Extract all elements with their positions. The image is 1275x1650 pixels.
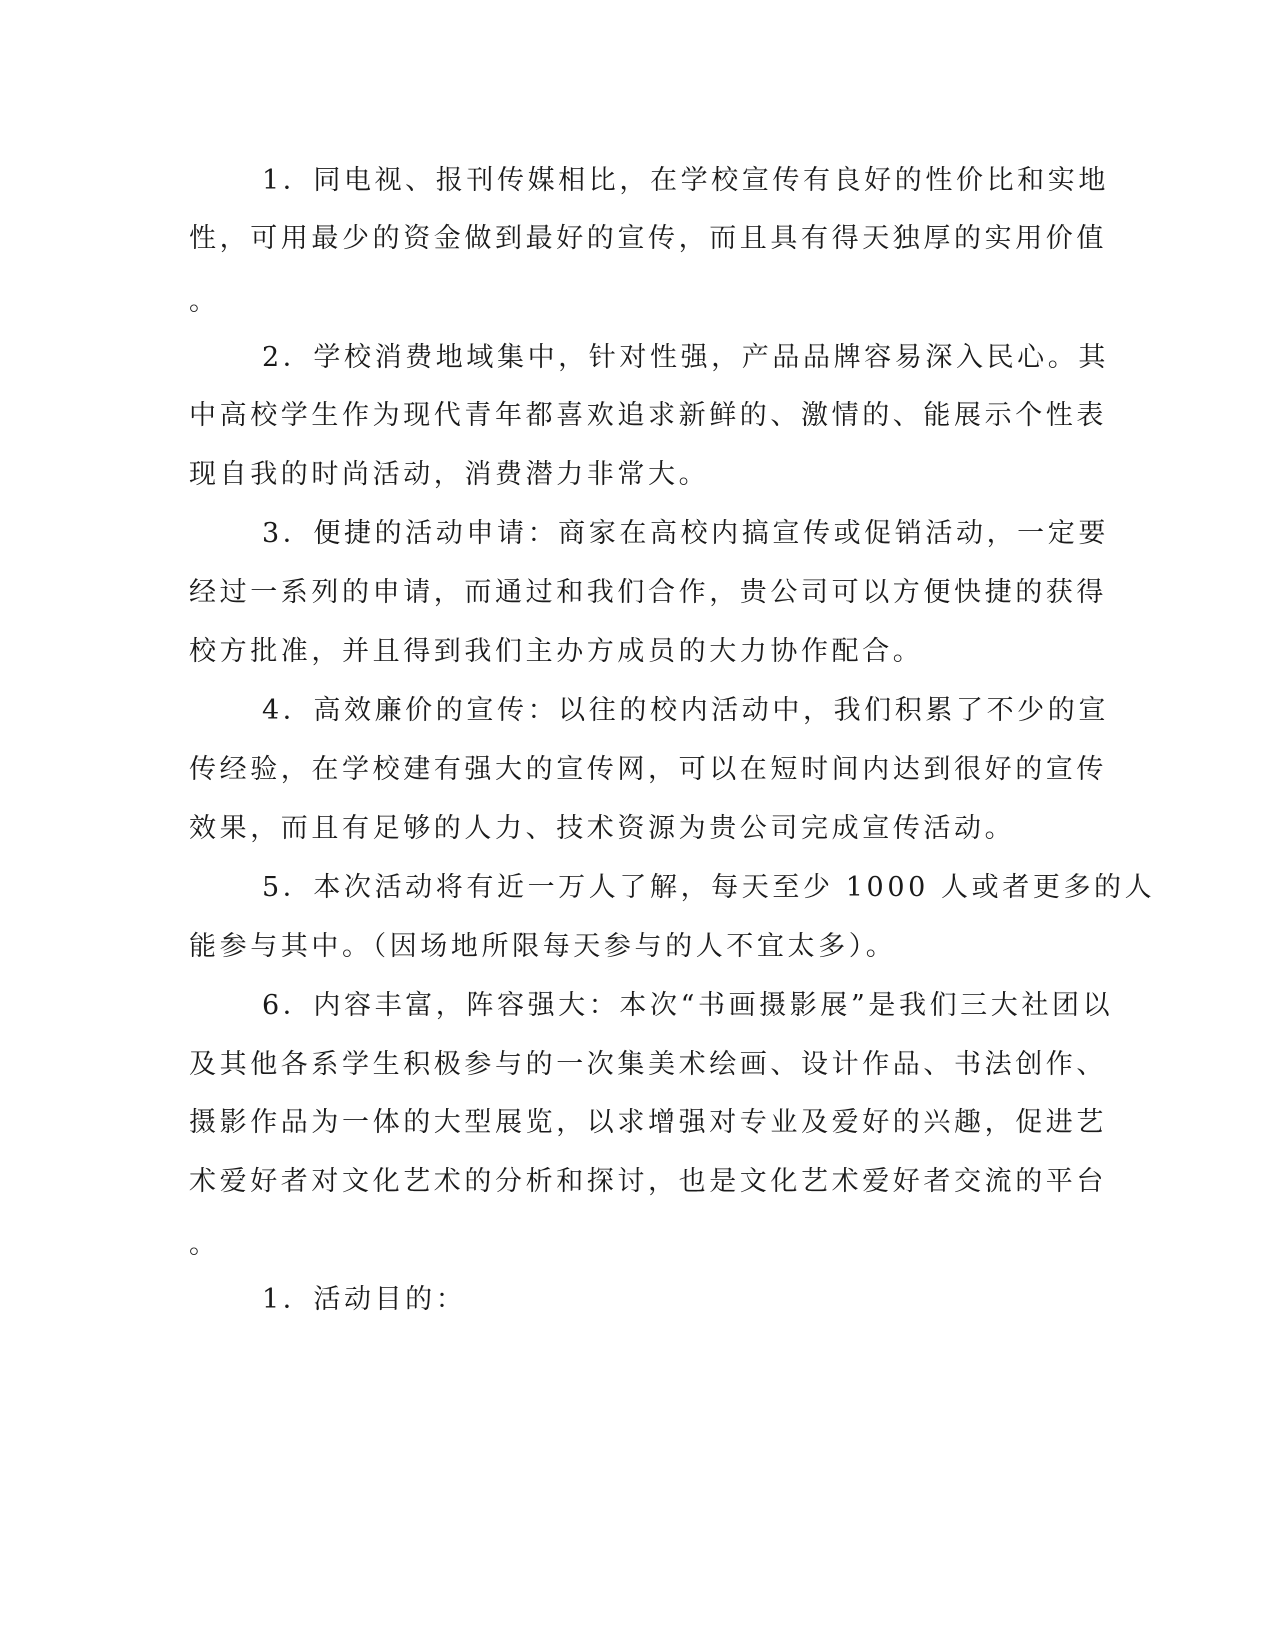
text-line: 术爱好者对文化艺术的分析和探讨，也是文化艺术爱好者交流的平台 — [189, 1166, 1107, 1197]
text-line: 传经验，在学校建有强大的宣传网，可以在短时间内达到很好的宣传 — [189, 754, 1107, 785]
text-line: 。 — [189, 1229, 220, 1260]
text-line: 现自我的时尚活动，消费潜力非常大。 — [189, 459, 710, 490]
text-line: 经过一系列的申请，而通过和我们合作，贵公司可以方便快捷的获得 — [189, 577, 1107, 608]
text-line: 中高校学生作为现代青年都喜欢追求新鲜的、激情的、能展示个性表 — [189, 400, 1107, 431]
section-heading: 1．活动目的： — [262, 1284, 467, 1315]
text-line: 5．本次活动将有近一万人了解，每天至少 1000 人或者更多的人 — [262, 872, 1156, 903]
text-line: 摄影作品为一体的大型展览，以求增强对专业及爱好的兴趣，促进艺 — [189, 1107, 1107, 1138]
text-line: 3．便捷的活动申请：商家在高校内搞宣传或促销活动，一定要 — [262, 518, 1109, 549]
text-line: 1．同电视、报刊传媒相比，在学校宣传有良好的性价比和实地 — [262, 165, 1109, 196]
text-line: 性，可用最少的资金做到最好的宣传，而且具有得天独厚的实用价值 — [189, 223, 1107, 254]
text-line: 效果，而且有足够的人力、技术资源为贵公司完成宣传活动。 — [189, 813, 1016, 844]
text-line: 能参与其中。（因场地所限每天参与的人不宜太多）。 — [189, 931, 897, 962]
text-line: 2．学校消费地域集中，针对性强，产品品牌容易深入民心。其 — [262, 342, 1109, 373]
text-line: 4．高效廉价的宣传：以往的校内活动中，我们积累了不少的宣 — [262, 695, 1109, 726]
text-line: 校方批准，并且得到我们主办方成员的大力协作配合。 — [189, 636, 924, 667]
text-line: 。 — [189, 286, 220, 317]
text-line: 及其他各系学生积极参与的一次集美术绘画、设计作品、书法创作、 — [189, 1049, 1107, 1080]
text-line: 6．内容丰富，阵容强大：本次“书画摄影展”是我们三大社团以 — [262, 990, 1114, 1021]
